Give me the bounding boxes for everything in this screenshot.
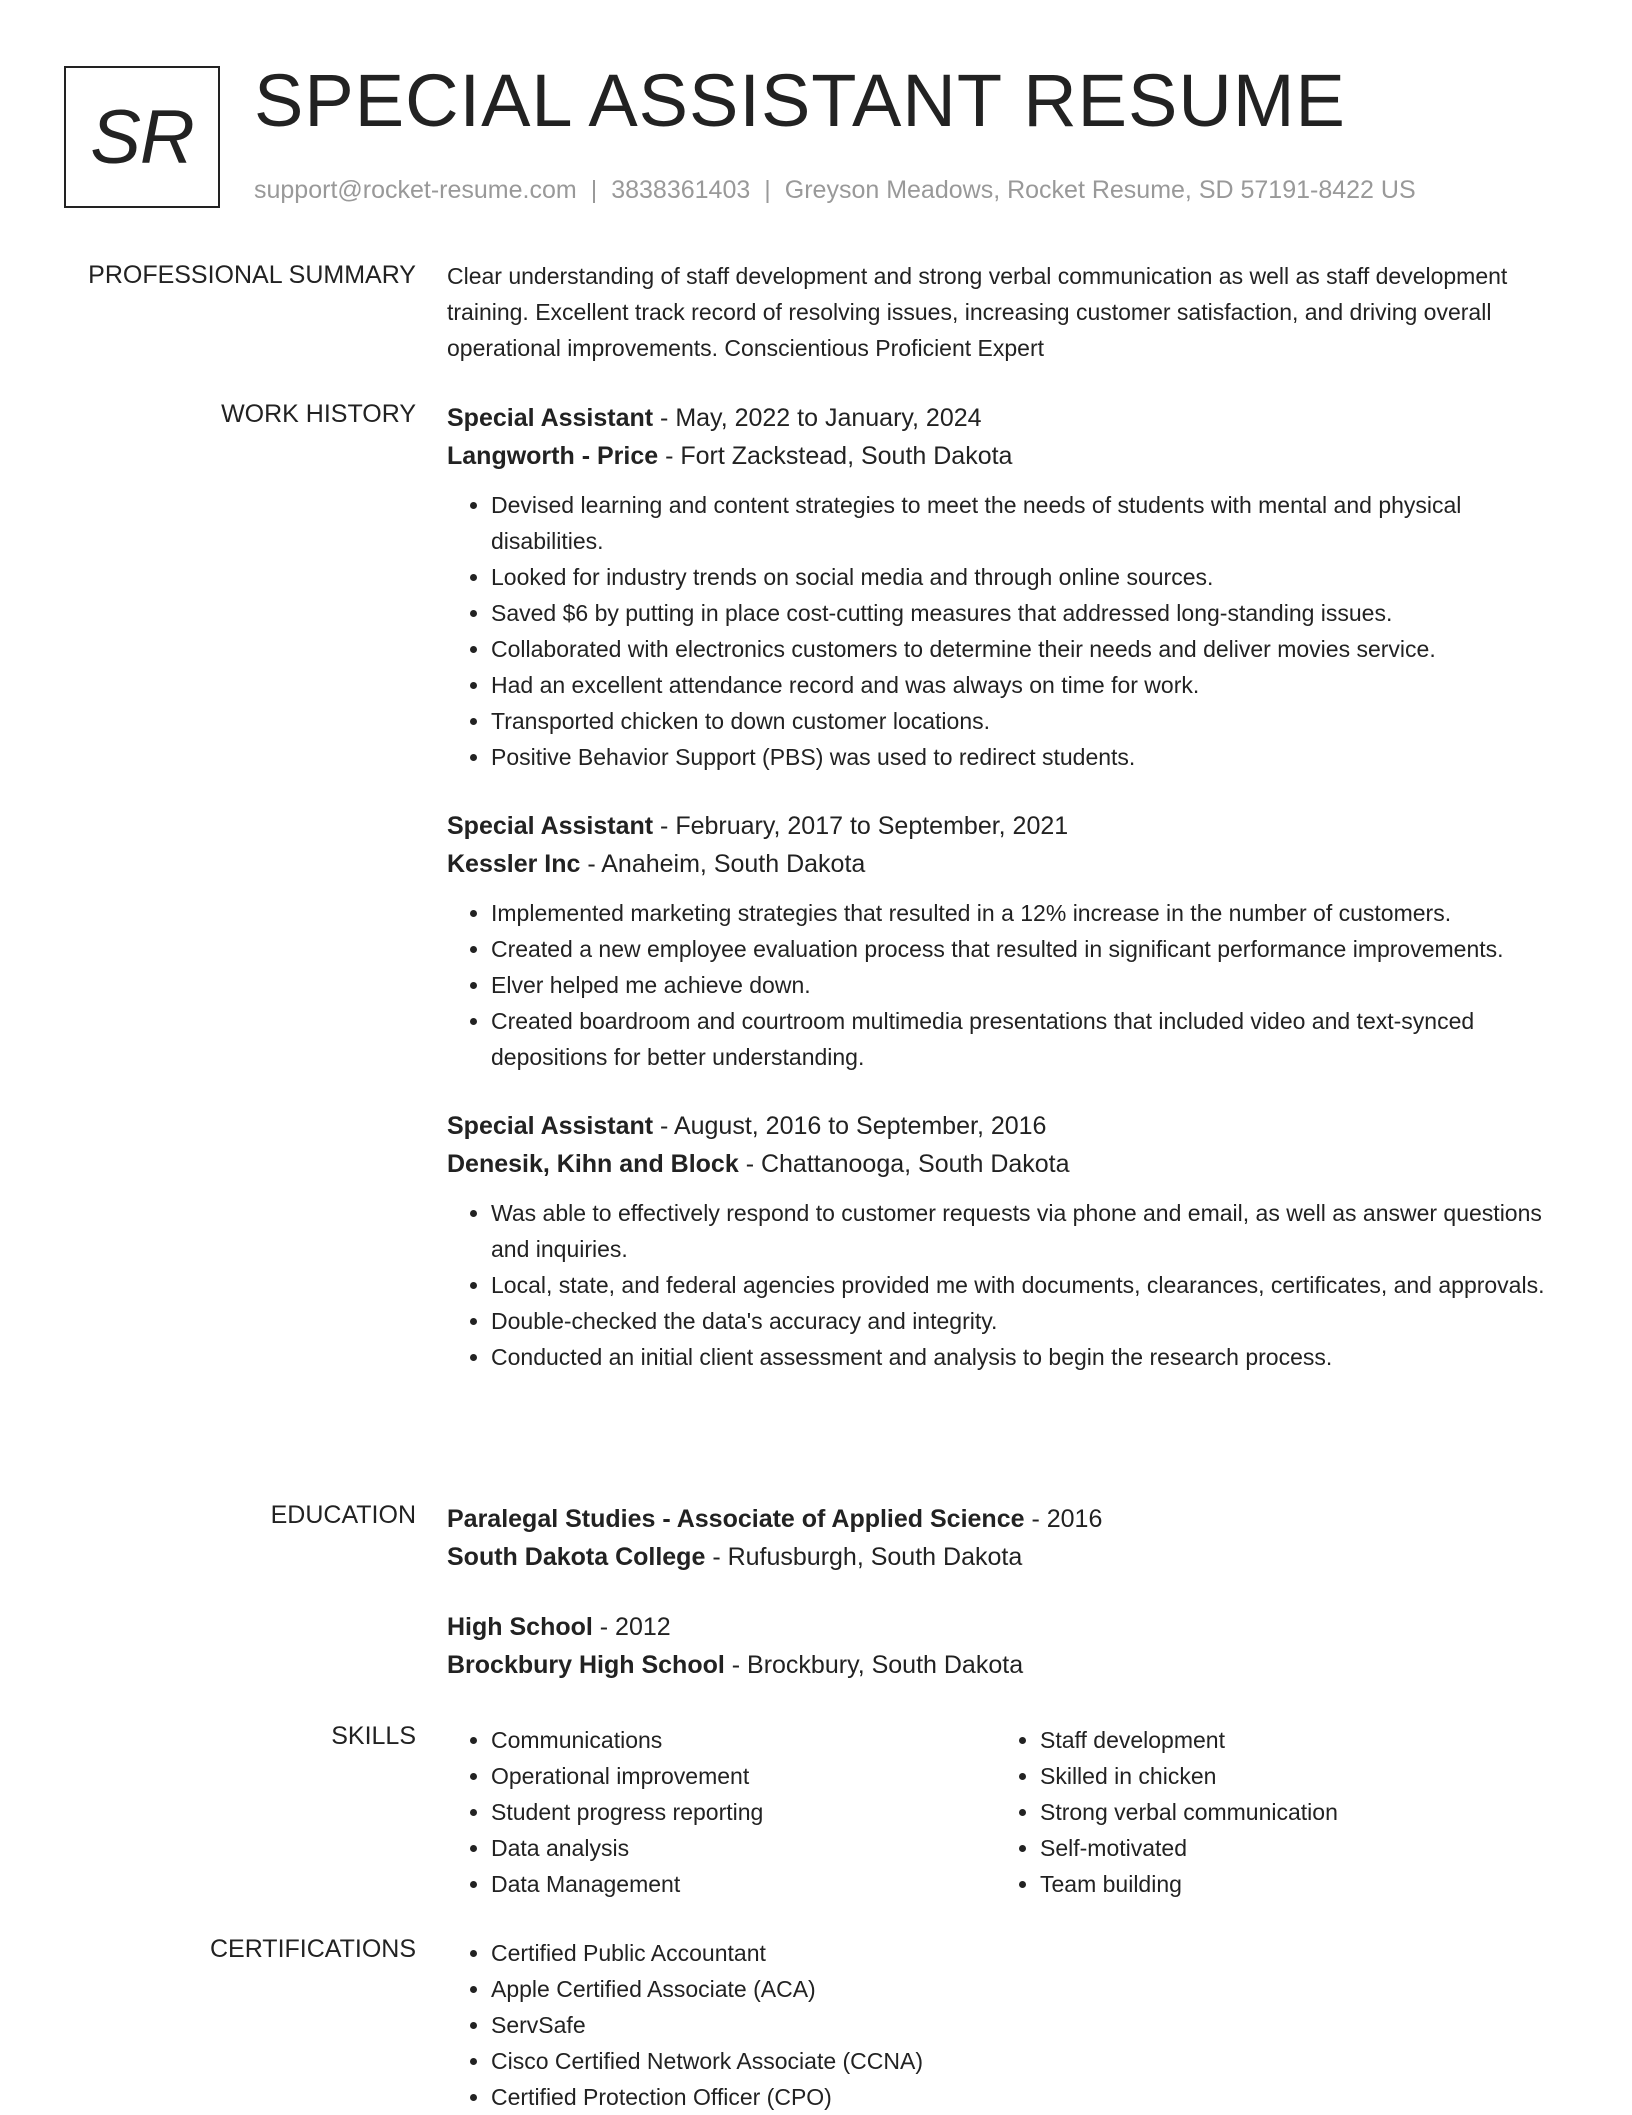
job-company-line [447, 845, 1562, 883]
skills-list-right [996, 1722, 1545, 1902]
list-item: • Local, state, and federal agencies provided me with documents, clearances, certificates, and approvals. [491, 1267, 1562, 1303]
education-school: South Dakota College [447, 1543, 706, 1571]
job-title-line [447, 807, 1562, 845]
list-item: • Created boardroom and courtroom multimedia presentations that included video and text-synced depositions for better understanding. [491, 1003, 1562, 1075]
job-location: - Chattanooga, South Dakota [738, 1150, 1070, 1178]
list-item: • Double-checked the data's accuracy and integrity. [491, 1303, 1562, 1339]
list-item: • Data Management [491, 1866, 996, 1902]
list-item: • Transported chicken to down customer locations. [491, 703, 1562, 739]
contact-separator: | [764, 176, 771, 204]
list-item: • Created a new employee evaluation process that resulted in significant performance improvements. [491, 931, 1562, 967]
education-heading: EDUCATION [270, 1501, 416, 1529]
certifications-list [447, 1935, 1562, 2115]
list-item: • Team building [1040, 1866, 1545, 1902]
job-dates: - May, 2022 to January, 2024 [653, 404, 982, 432]
list-item: • Conducted an initial client assessment and analysis to begin the research process. [491, 1339, 1562, 1375]
list-item: • ServSafe [491, 2007, 1562, 2043]
education-location: - Brockbury, South Dakota [724, 1651, 1024, 1679]
certifications-body [447, 1935, 1562, 2115]
education-school-line [447, 1646, 1562, 1684]
education-degree-line [447, 1608, 1562, 1646]
list-item: • Implemented marketing strategies that resulted in a 12% increase in the number of customers. [491, 895, 1562, 931]
education-entry [447, 1500, 1562, 1576]
list-item: • Devised learning and content strategies to meet the needs of students with mental and physical disabilities. [491, 487, 1562, 559]
resume-title: SPECIAL ASSISTANT RESUME [254, 59, 1346, 142]
job-company: Kessler Inc [447, 850, 581, 878]
job-location: - Fort Zackstead, South Dakota [658, 442, 1013, 470]
list-item: • Staff development [1040, 1722, 1545, 1758]
list-item: • Self-motivated [1040, 1830, 1545, 1866]
list-item: • Was able to effectively respond to customer requests via phone and email, as well as answer questions and inquiries. [491, 1195, 1562, 1267]
job-entry [447, 399, 1562, 775]
job-dates: - February, 2017 to September, 2021 [653, 812, 1069, 840]
job-title: Special Assistant [447, 1112, 654, 1140]
contact-phone: 3838361403 [611, 176, 751, 204]
certifications-heading: CERTIFICATIONS [209, 1935, 416, 1963]
list-item: • Apple Certified Associate (ACA) [491, 1971, 1562, 2007]
list-item: • Data analysis [491, 1830, 996, 1866]
job-entry [447, 807, 1562, 1075]
initials-monogram: SR [64, 66, 220, 208]
list-item: • Student progress reporting [491, 1794, 996, 1830]
job-dates: - August, 2016 to September, 2016 [653, 1112, 1047, 1140]
education-body [447, 1500, 1562, 1684]
job-company: Denesik, Kihn and Block [447, 1150, 739, 1178]
job-title: Special Assistant [447, 812, 654, 840]
list-item: • Certified Public Accountant [491, 1935, 1562, 1971]
education-degree-line [447, 1500, 1562, 1538]
education-year: - 2016 [1024, 1505, 1103, 1533]
job-bullets [447, 1195, 1562, 1375]
list-item: • Collaborated with electronics customers to determine their needs and deliver movies service. [491, 631, 1562, 667]
list-item: • Positive Behavior Support (PBS) was used to redirect students. [491, 739, 1562, 775]
work-history-heading: WORK HISTORY [221, 400, 416, 428]
list-item: • Communications [491, 1722, 996, 1758]
list-item: • Skilled in chicken [1040, 1758, 1545, 1794]
job-company-line [447, 437, 1562, 475]
education-year: - 2012 [592, 1613, 671, 1641]
work-history-body [447, 399, 1562, 1407]
education-school: Brockbury High School [447, 1651, 725, 1679]
education-school-line [447, 1538, 1562, 1576]
list-item: • Elver helped me achieve down. [491, 967, 1562, 1003]
list-item: • Certified Protection Officer (CPO) [491, 2079, 1562, 2115]
contact-email: support@rocket-resume.com [254, 176, 577, 204]
education-degree: High School [447, 1613, 593, 1641]
contact-address: Greyson Meadows, Rocket Resume, SD 57191-8422 US [784, 176, 1416, 204]
skills-heading: SKILLS [331, 1722, 416, 1750]
list-item: • Had an excellent attendance record and was always on time for work. [491, 667, 1562, 703]
job-title-line [447, 1107, 1562, 1145]
job-title-line [447, 399, 1562, 437]
education-degree: Paralegal Studies - Associate of Applied Science [447, 1505, 1025, 1533]
skills-list-left [447, 1722, 996, 1902]
list-item: • Saved $6 by putting in place cost-cutting measures that addressed long-standing issues. [491, 595, 1562, 631]
job-bullets [447, 895, 1562, 1075]
list-item: • Strong verbal communication [1040, 1794, 1545, 1830]
job-company: Langworth - Price [447, 442, 659, 470]
list-item: • Cisco Certified Network Associate (CCNA) [491, 2043, 1562, 2079]
job-bullets [447, 487, 1562, 775]
education-location: - Rufusburgh, South Dakota [705, 1543, 1023, 1571]
list-item: • Operational improvement [491, 1758, 996, 1794]
education-entry [447, 1608, 1562, 1684]
job-company-line [447, 1145, 1562, 1183]
job-location: - Anaheim, South Dakota [580, 850, 866, 878]
summary-text: Clear understanding of staff development and strong verbal communication as well as staff development training. Excellent track record of resolving issues, increasing customer satisfaction, and driving overall operational improvements. Conscientious Proficient Expert [447, 263, 1508, 361]
contact-separator: | [590, 176, 598, 204]
job-entry [447, 1107, 1562, 1375]
summary-heading: PROFESSIONAL SUMMARY [88, 261, 416, 289]
skills-columns [447, 1722, 1562, 1902]
list-item: • Looked for industry trends on social media and through online sources. [491, 559, 1562, 595]
job-title: Special Assistant [447, 404, 654, 432]
contact-line [254, 176, 1416, 205]
